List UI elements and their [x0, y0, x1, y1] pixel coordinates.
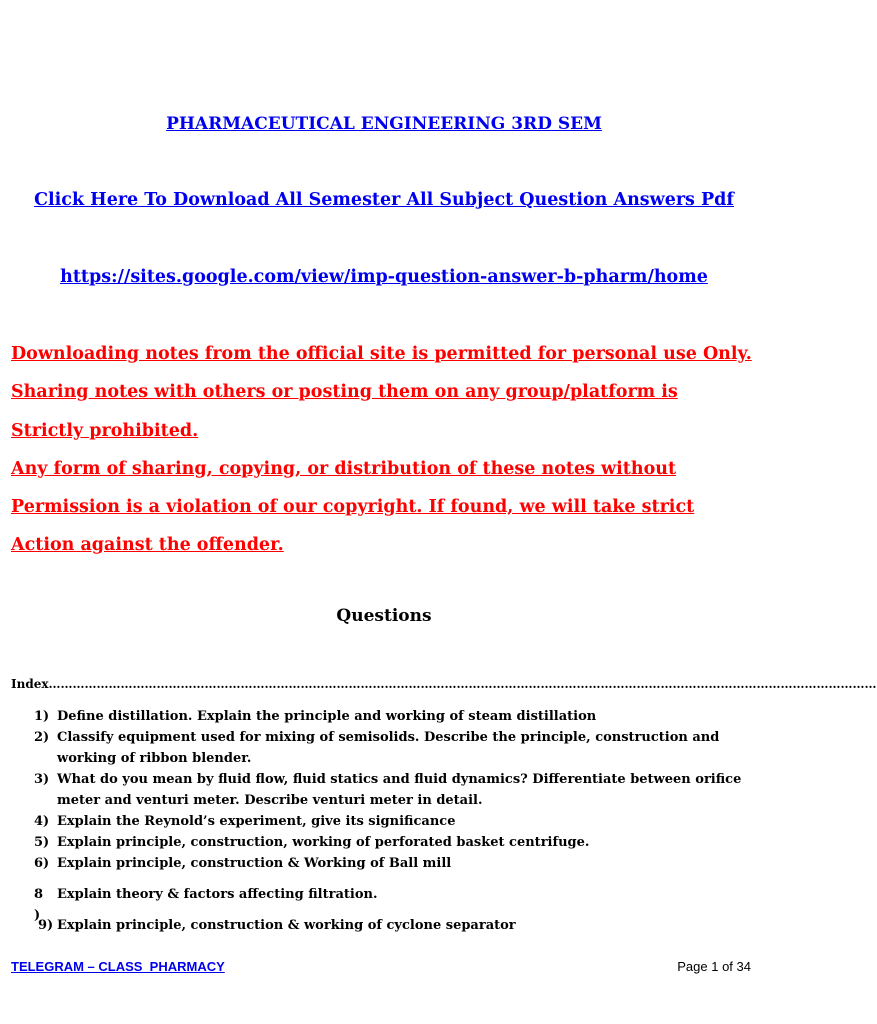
question-number: 1): [34, 709, 50, 724]
question-text: Define distillation. Explain the principle and working of steam distillation: [57, 709, 597, 724]
question-number: 6): [34, 856, 50, 871]
question-number: 8 ): [34, 887, 44, 923]
question-text: Explain the Reynold’s experiment, give its significance: [57, 814, 456, 829]
question-text: Explain principle, construction & working of cyclone separator: [57, 918, 516, 933]
index-line: Index………………………………………………………………………………………………………………………………………………………………………………………: [11, 677, 877, 691]
notice-line-2: Sharing notes with others or posting them on any group/platform is: [11, 382, 678, 402]
question-number: 5): [34, 835, 50, 850]
question-text: Explain theory & factors affecting filtration.: [57, 887, 378, 902]
question-number: 4): [34, 814, 50, 829]
question-text: What do you mean by fluid flow, fluid statics and fluid dynamics? Differentiate between orifice meter and venturi meter. Describe venturi meter in detail.: [57, 772, 742, 808]
notice-line-3: Strictly prohibited.: [11, 421, 199, 441]
question-number: 2): [34, 730, 50, 745]
notice-line-6: Action against the offender.: [11, 535, 284, 555]
page-number: Page 1 of 34: [677, 959, 751, 974]
question-text: Explain principle, construction & Working of Ball mill: [57, 856, 452, 871]
telegram-footer-link[interactable]: TELEGRAM – CLASS_PHARMACY: [11, 959, 225, 974]
notice-line-5: Permission is a violation of our copyright. If found, we will take strict: [11, 497, 695, 517]
notice-line-1: Downloading notes from the official site is permitted for personal use Only.: [11, 344, 752, 364]
page-title-link[interactable]: PHARMACEUTICAL ENGINEERING 3RD SEM: [166, 114, 602, 134]
question-text: Explain principle, construction, working of perforated basket centrifuge.: [57, 835, 590, 850]
question-number: 3): [34, 772, 50, 787]
site-url-link[interactable]: https://sites.google.com/view/imp-question-answer-b-pharm/home: [60, 267, 708, 287]
notice-line-4: Any form of sharing, copying, or distribution of these notes without: [11, 459, 677, 479]
question-text: Classify equipment used for mixing of semisolids. Describe the principle, construction and working of ribbon blender.: [57, 730, 720, 766]
download-link[interactable]: Click Here To Download All Semester All Subject Question Answers Pdf: [34, 190, 734, 210]
question-number: 9): [38, 918, 54, 933]
questions-heading: Questions: [336, 606, 432, 626]
